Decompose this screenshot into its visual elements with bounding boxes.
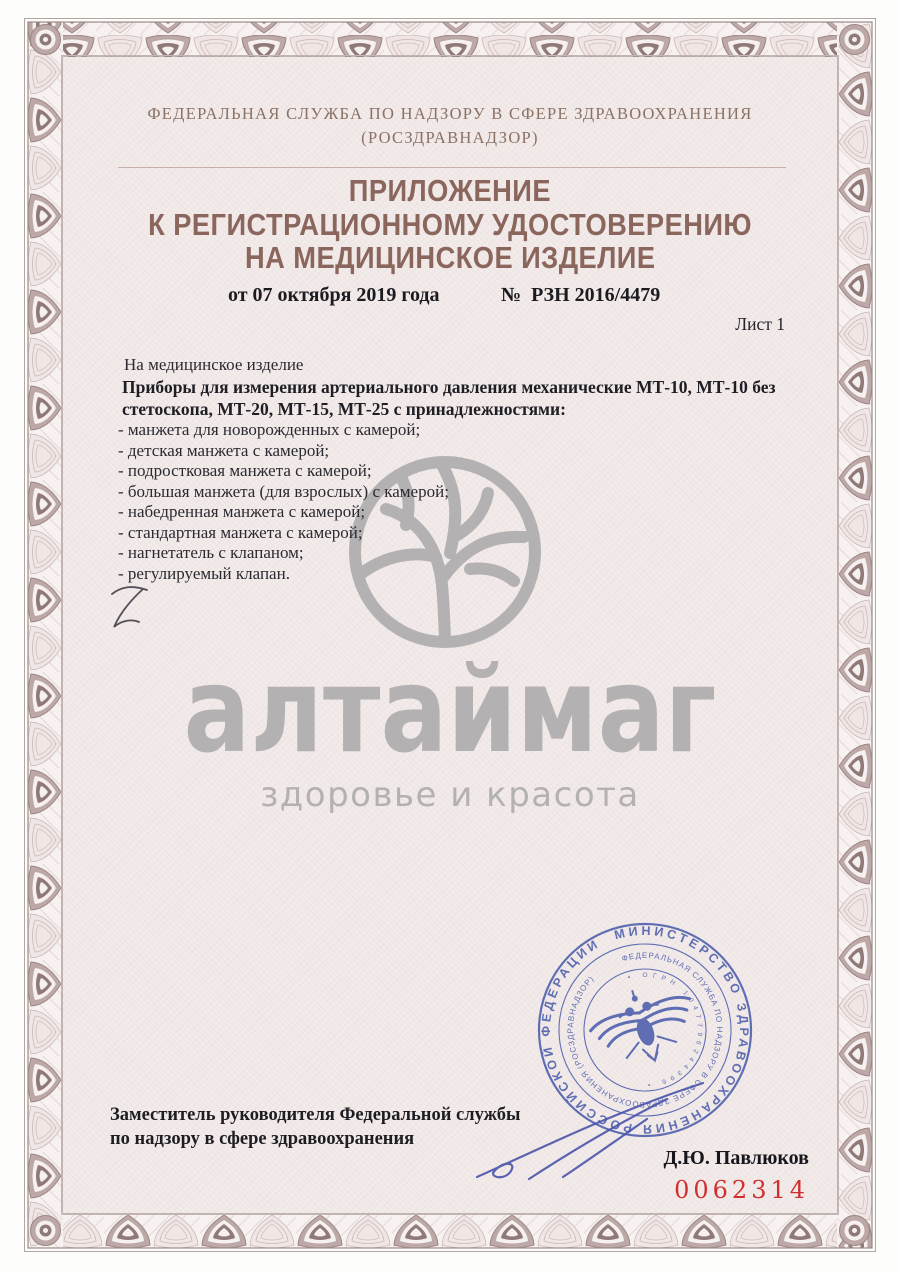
list-item: - детская манжета с камерой; [118, 440, 330, 460]
list-item: - большая манжета (для взрослых) с камерой; [118, 481, 449, 501]
body-intro: На медицинское изделие [124, 355, 304, 374]
doc-title-line3: НА МЕДИЦИНСКОЕ ИЗДЕЛИЕ [244, 240, 656, 275]
signer-name: Д.Ю. Павлюков [663, 1147, 809, 1169]
watermark-tagline-text: здоровье и красота [260, 775, 640, 815]
signer-position-line1: Заместитель руководителя Федеральной службы [110, 1105, 521, 1125]
list-item: - набедренная манжета с камерой; [118, 502, 366, 521]
issuing-authority-line1: ФЕДЕРАЛЬНАЯ СЛУЖБА ПО НАДЗОРУ В СФЕРЕ ЗДРАВООХРАНЕНИЯ [147, 104, 753, 123]
doc-title-line2: К РЕГИСТРАЦИОННОМУ УДОСТОВЕРЕНИЮ [148, 207, 752, 242]
certificate-body [63, 57, 837, 1213]
watermark-brand-text: алтаймаг [183, 641, 717, 779]
serial-number: 0062314 [674, 1176, 809, 1204]
header-divider [118, 167, 786, 168]
stamp-inner-ring-text: ФЕДЕРАЛЬНАЯ СЛУЖБА ПО НАДЗОРУ В СФЕРЕ ЗДРАВООХРАНЕНИЯ (РОСЗДРАВНАДЗОР) [565, 950, 724, 1110]
registration-number: № РЗН 2016/4479 [501, 284, 661, 306]
list-item: - регулируемый клапан. [118, 563, 290, 583]
list-item: - стандартная манжета с камерой; [118, 522, 363, 542]
stamp-micro-ring-text: • ОГРН 1047796244396 • [627, 971, 704, 1089]
list-item: - манжета для новорожденных с камерой; [118, 420, 421, 439]
accessories-list [118, 420, 449, 584]
stamp-outer-ring-text: МИНИСТЕРСТВО ЗДРАВООХРАНЕНИЯ РОССИЙСКОЙ ФЕДЕРАЦИИ [538, 923, 752, 1137]
issue-date: от 07 октября 2019 года [228, 284, 440, 306]
sheet-number: Лист 1 [735, 314, 785, 334]
doc-title-line1: ПРИЛОЖЕНИЕ [348, 173, 552, 208]
signer-position [110, 1103, 520, 1151]
list-item: - нагнетатель с клапаном; [118, 543, 304, 562]
product-name: Приборы для измерения артериального давления механические МТ-10, МТ-10 без стетоскопа, МТ-20, МТ-15, МТ-25 с принадлежностями: [122, 377, 776, 419]
issuing-authority-line2: (РОСЗДРАВНАДЗОР) [361, 128, 539, 147]
handwritten-mark [107, 581, 159, 641]
signer-position-line2: по надзору в сфере здравоохранения [110, 1129, 415, 1149]
list-item: - подростковая манжета с камерой; [118, 461, 372, 480]
